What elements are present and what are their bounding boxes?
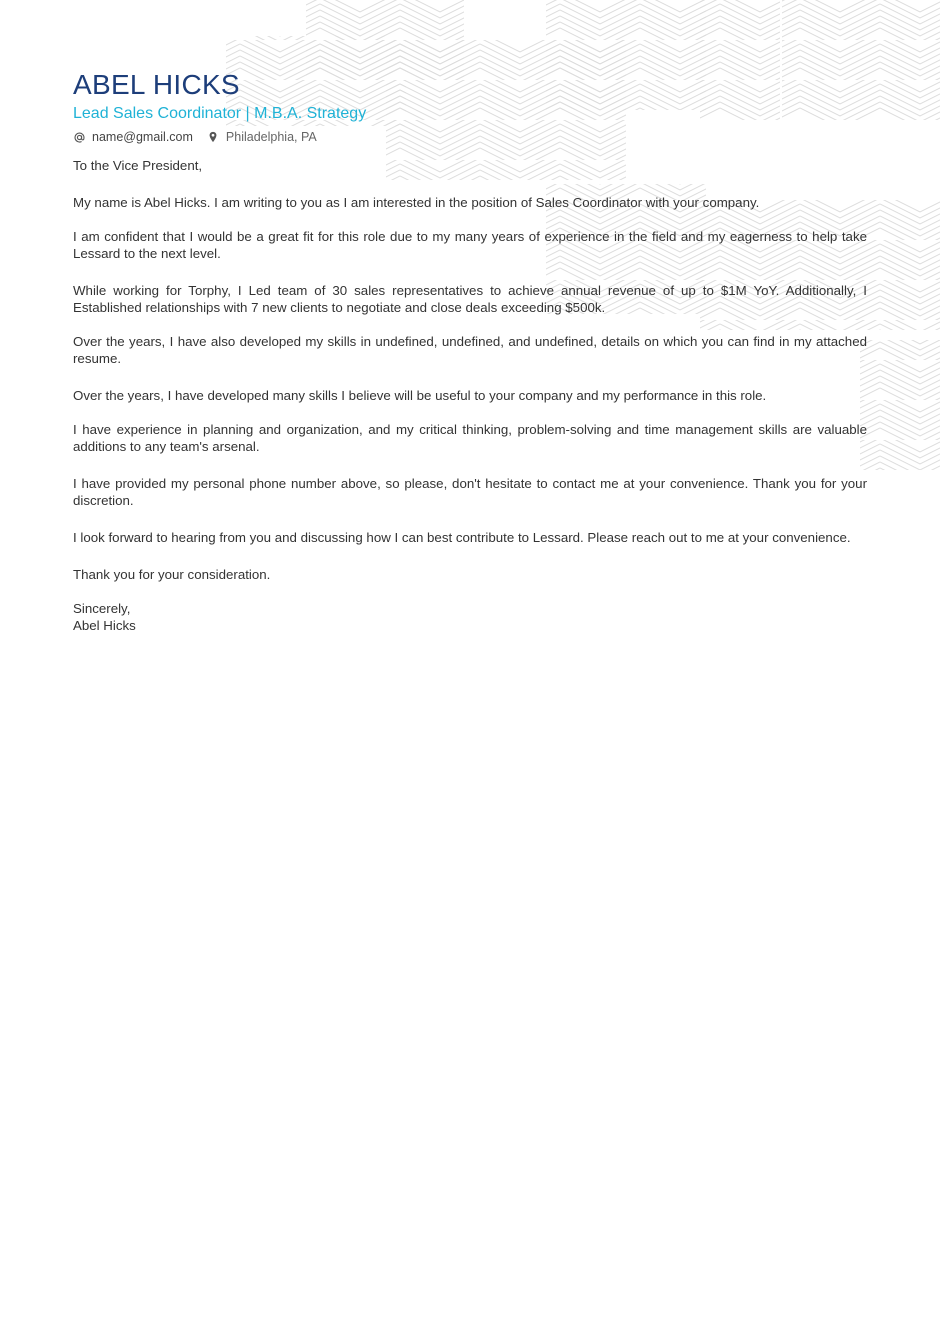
location-pin-icon xyxy=(207,131,219,143)
location-text: Philadelphia, PA xyxy=(225,130,317,144)
letter-paragraph: I look forward to hearing from you and discussing how I can best contribute to Lessard. Please reach out to me at your convenience. xyxy=(73,530,851,545)
letter-paragraph: I have provided my personal phone number above, so please, don't hesitate to contact me at your convenience. Thank you for your discretion. xyxy=(73,476,867,508)
contact-info xyxy=(73,129,867,145)
letter-body xyxy=(73,157,867,634)
at-icon xyxy=(73,131,85,143)
letter-paragraph: Thank you for your consideration. xyxy=(73,567,271,582)
letter-header xyxy=(73,68,867,145)
applicant-headline: Lead Sales Coordinator | M.B.A. Strategy xyxy=(73,105,367,122)
letter-paragraph: I have experience in planning and organization, and my critical thinking, problem-solving and time management skills are valuable additions to any team's arsenal. xyxy=(73,422,867,454)
letter-paragraph: My name is Abel Hicks. I am writing to you as I am interested in the position of Sales Coordinator with your company. xyxy=(73,195,760,210)
letter-paragraph: While working for Torphy, I Led team of 30 sales representatives to achieve annual revenue of up to $1M YoY. Additionally, I Established relationships with 7 new clients to negotiate and close deals exceeding $500k. xyxy=(73,283,867,315)
letter-paragraph: Over the years, I have also developed my skills in undefined, undefined, and undefined, details on which you can find in my attached resume. xyxy=(73,334,867,366)
signoff: Sincerely, xyxy=(73,601,131,616)
signature-name: Abel Hicks xyxy=(73,618,136,633)
salutation: To the Vice President, xyxy=(73,158,203,173)
email-text: name@gmail.com xyxy=(92,130,193,144)
contact-location xyxy=(207,129,317,145)
letter-paragraph: I am confident that I would be a great fit for this role due to my many years of experience in the field and my eagerness to help take Lessard to the next level. xyxy=(73,229,867,261)
applicant-name: ABEL HICKS xyxy=(73,69,240,100)
letter-paragraph: Over the years, I have developed many skills I believe will be useful to your company and my performance in this role. xyxy=(73,388,767,403)
cover-letter-page xyxy=(73,68,867,634)
contact-email xyxy=(73,129,193,145)
letter-closing xyxy=(73,600,867,634)
